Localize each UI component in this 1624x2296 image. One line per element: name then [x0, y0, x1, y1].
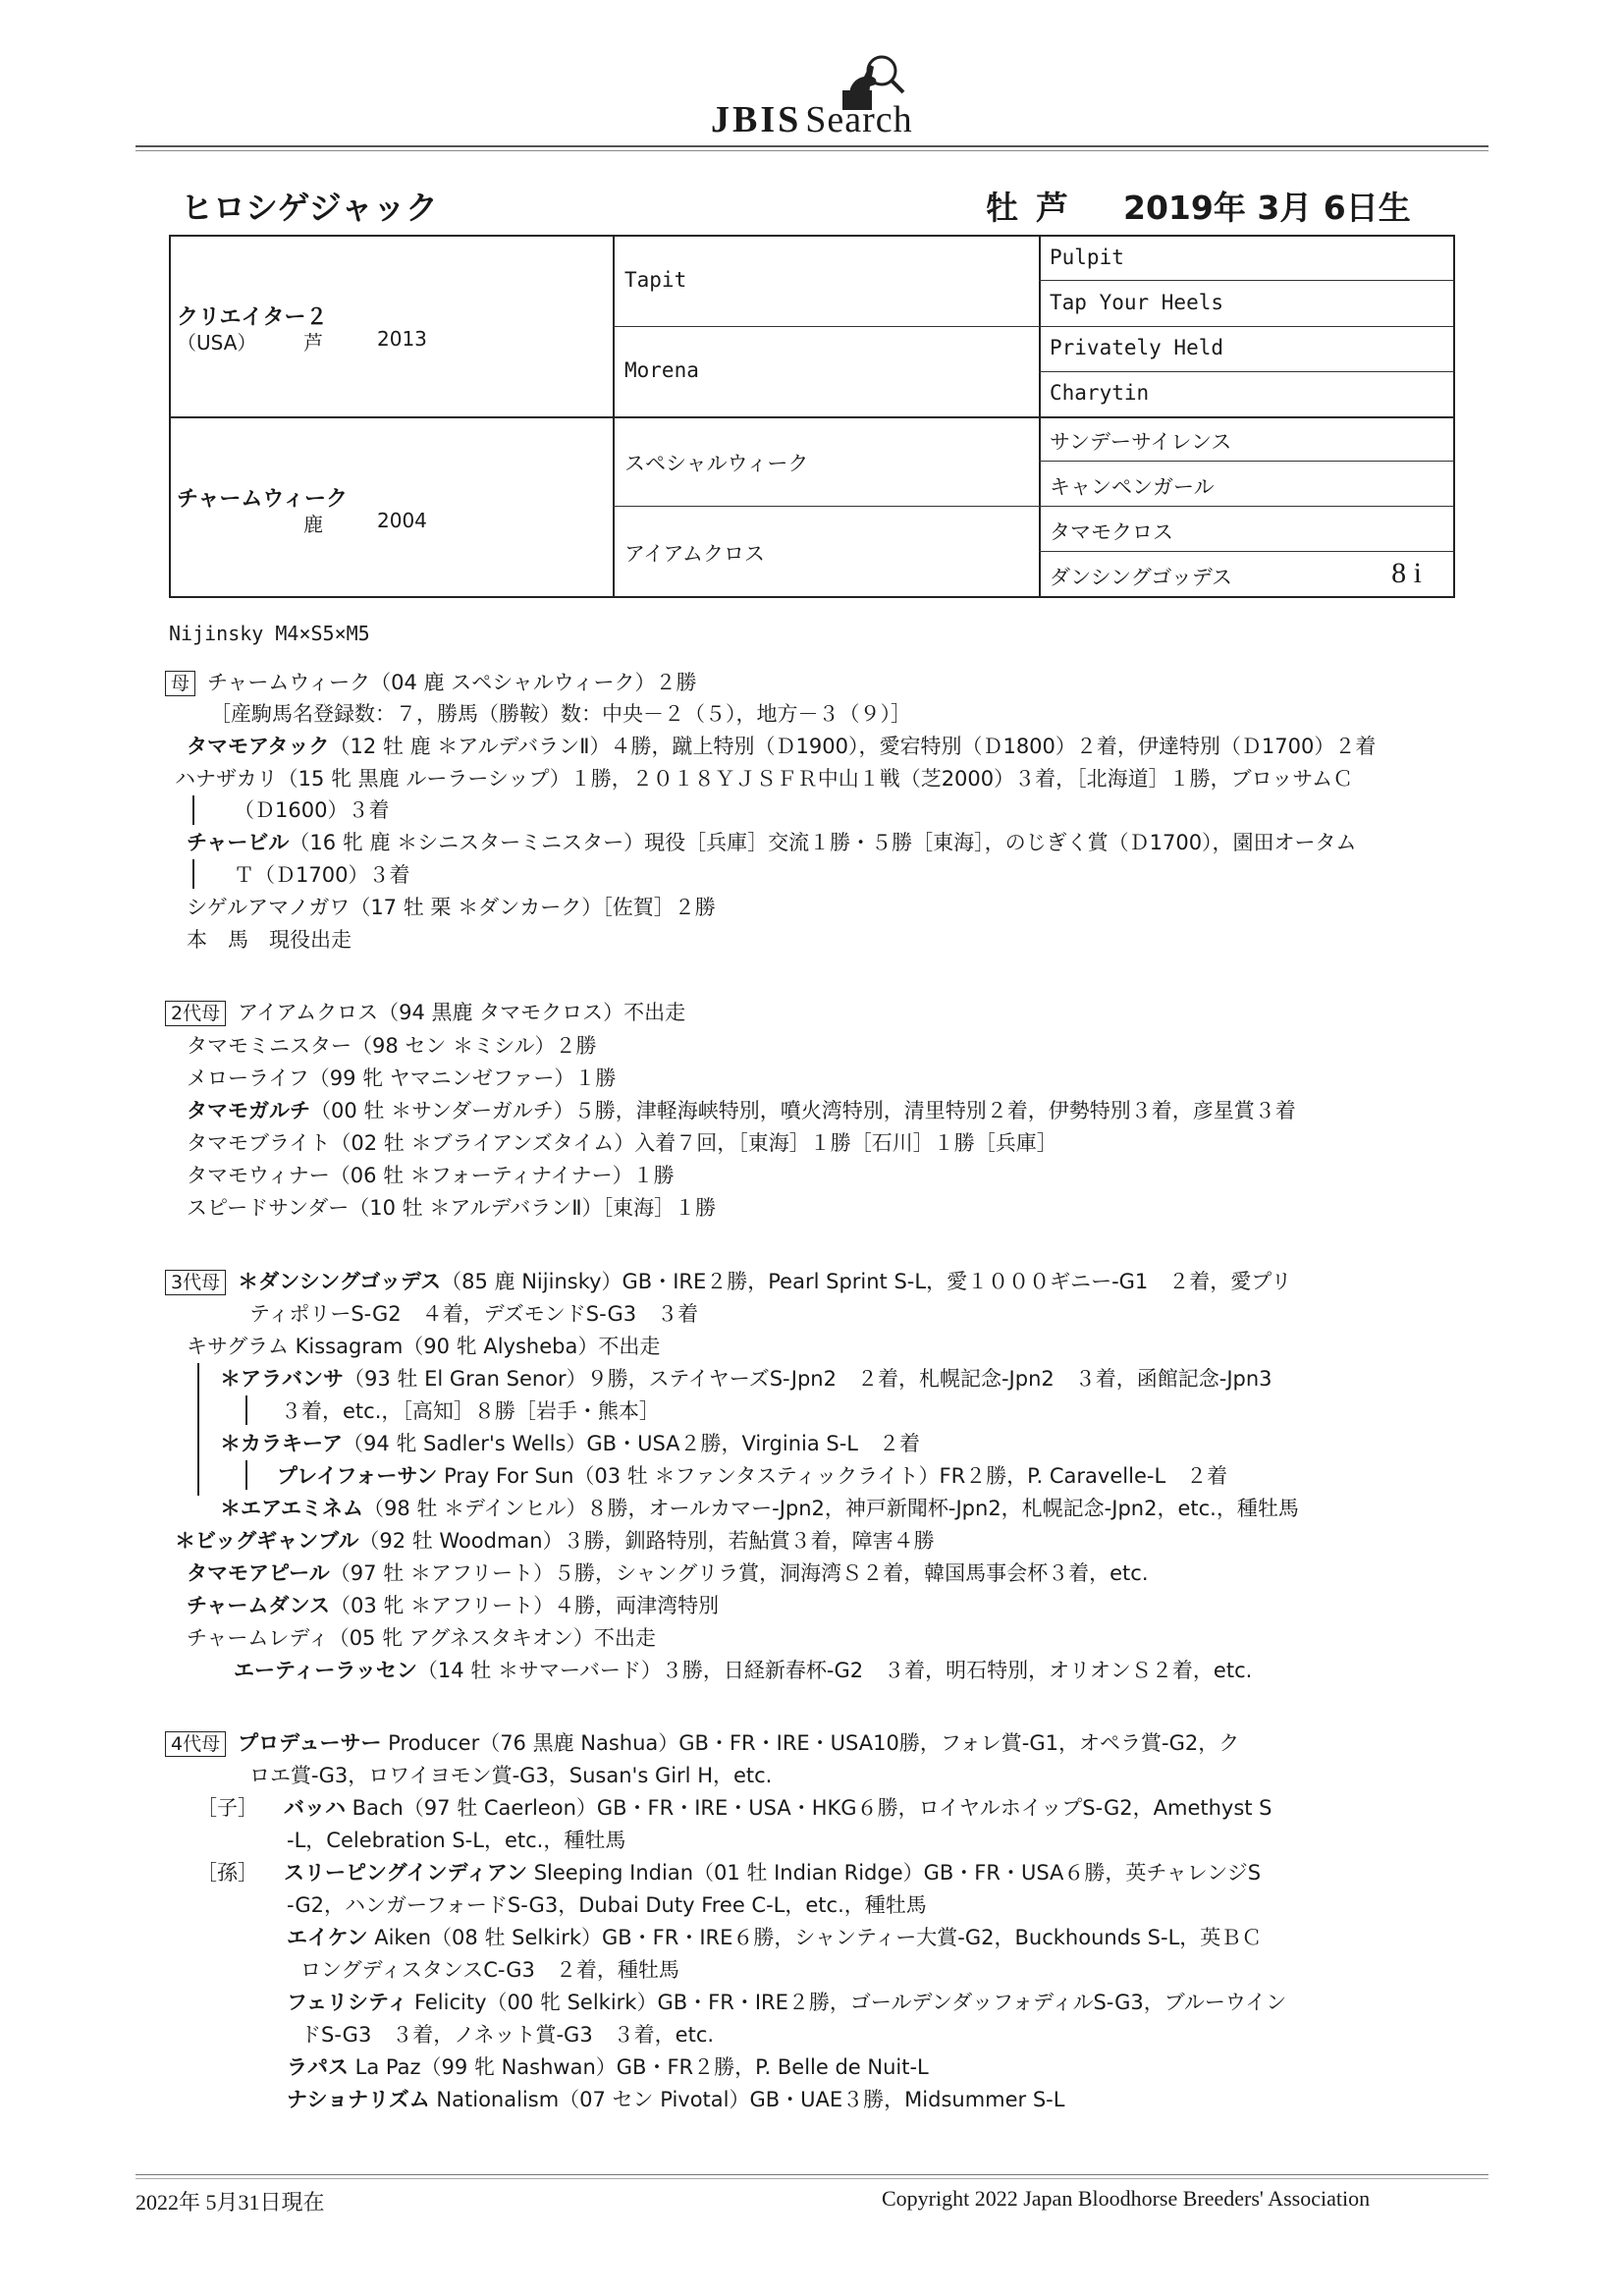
list-item: ＊カラキーア（94 牝 Sadler's Wells）GB・USA２勝，Virginia S-L ２着 [220, 1432, 920, 1455]
dam-section-label: 母 [165, 671, 195, 696]
list-item: フェリシティ Felicity（00 牝 Selkirk）GB・FR・IRE２勝，ゴールデンダッフォディルS-G3，ブルーウイン [287, 1991, 1287, 2014]
list-item: ティポリーS-G2 ４着，デズモンドS-G3 ３着 [249, 1302, 699, 1326]
list-item: シゲルアマノガワ（17 牡 栗 ＊ダンカーク）［佐賀］２勝 [187, 896, 716, 919]
list-item: ［子］ バッハ Bach（97 牡 Caerleon）GB・FR・IRE・USA・HKG６勝，ロイヤルホイップS-G2，Amethyst S [196, 1796, 1272, 1820]
header-rule [135, 145, 1489, 147]
list-item: Ｔ（Ｄ1700）３着 [234, 863, 410, 887]
gen2-section-row: 2代母 アイアムクロス（94 黒鹿 タマモクロス）不出走 [165, 998, 685, 1027]
gen3-section-label: 3代母 [165, 1270, 226, 1295]
dam-section-row [165, 668, 697, 697]
list-item: （Ｄ1600）３着 [234, 798, 390, 822]
list-item: ロエ賞-G3，ロワイヨモン賞-G3，Susan's Girl H，etc. [249, 1764, 773, 1787]
list-item: エイケン Aiken（08 牡 Selkirk）GB・FR・IRE６勝，シャンティー大賞-G2，Buckhounds S-L，英ＢＣ [287, 1926, 1263, 1949]
horse-color: 芦 [1036, 189, 1068, 227]
gen3-8: ダンシングゴッデス [1050, 566, 1233, 589]
list-item: ＊エアエミネム（98 牡 ＊デインヒル）８勝，オールカマー-Jpn2，神戸新聞杯-Jpn2，札幌記念-Jpn2，etc.，種牡馬 [220, 1497, 1299, 1520]
gen2-sire-dam: Morena [624, 358, 699, 382]
list-item: キサグラム Kissagram（90 牝 Alysheba）不出走 [187, 1335, 661, 1358]
footer-copyright: Copyright 2022 Japan Bloodhorse Breeders' Association [882, 2186, 1371, 2211]
sire-year: 2013 [377, 327, 427, 351]
dam-name: チャームウィーク [177, 487, 349, 512]
inbreeding-cross: Nijinsky M4×S5×M5 [169, 622, 370, 645]
list-item: ロングディスタンスC-G3 ２着，種牡馬 [300, 1958, 679, 1982]
gen3-4: Charytin [1050, 381, 1150, 405]
horse-name: ヒロシゲジャック [181, 189, 439, 227]
list-item: プレイフォーサン Pray For Sun（03 牡 ＊ファンタスティックライト）FR２勝，P. Caravelle-L ２着 [277, 1464, 1228, 1488]
ped-divider-mid [171, 416, 1453, 418]
list-item: メローライフ（99 牝 ヤマニンゼファー）１勝 [187, 1066, 617, 1090]
list-item: タマモブライト（02 牡 ＊ブライアンズタイム）入着７回，［東海］１勝［石川］１勝［兵庫］ [187, 1131, 1057, 1155]
gen3-section-row: 3代母 ＊ダンシングゴッデス（85 鹿 Nijinsky）GB・IRE２勝，Pearl Sprint S-L，愛１０００ギニー-G1 ２着，愛プリ [165, 1267, 1291, 1296]
list-item: ドS-G3 ３着，ノネット賞-G3 ３着，etc. [300, 2023, 715, 2047]
list-item: チャームダンス（03 牝 ＊アフリート）４勝，両津湾特別 [187, 1594, 720, 1617]
list-item: タマモアタック（12 牡 鹿 ＊アルデバランⅡ）４勝，蹴上特別（Ｄ1900），愛宕特別（Ｄ1800）２着，伊達特別（Ｄ1700）２着 [187, 735, 1377, 758]
gen2-sire-sire: Tapit [624, 268, 687, 292]
gen4-section-row: 4代母 プロデューサー Producer（76 黒鹿 Nashua）GB・FR・IRE・USA10勝，フォレ賞-G1，オペラ賞-G2，ク [165, 1728, 1239, 1758]
list-item: 本 馬 現役出走 [187, 928, 352, 952]
family-code: 8 i [1391, 557, 1422, 589]
sire-name: クリエイター２ [177, 305, 328, 330]
list-item: ［産駒馬名登録数：７，勝馬（勝鞍）数：中央－２（５），地方－３（９）］ [210, 702, 911, 726]
logo-search-text: Search [805, 99, 913, 140]
list-item: ハナザカリ（15 牝 黒鹿 ルーラーシップ）１勝，２０１８ＹＪＳＦＲ中山１戦（芝2000）３着，［北海道］１勝，ブロッサムＣ [175, 767, 1354, 791]
footer-rule-thin [135, 2178, 1489, 2179]
list-item: スピードサンダー（10 牡 ＊アルデバランⅡ）［東海］１勝 [187, 1196, 717, 1220]
gen2-section-label: 2代母 [165, 1001, 226, 1026]
gen3-2: Tap Your Heels [1050, 291, 1224, 314]
footer-date: 2022年 5月31日現在 [135, 2190, 325, 2214]
list-item: ナショナリズム Nationalism（07 セン Pivotal）GB・UAE３勝，Midsummer S-L [287, 2088, 1065, 2111]
gen3-1: Pulpit [1050, 246, 1124, 269]
gen4-section-label: 4代母 [165, 1731, 226, 1757]
list-item: ＊ビッグギャンブル（92 牡 Woodman）３勝，釧路特別，若鮎賞３着，障害４勝 [175, 1529, 935, 1553]
list-item: ［孫］ スリーピングインディアン Sleeping Indian（01 牡 Indian Ridge）GB・FR・USA６勝，英チャレンジS [196, 1861, 1262, 1885]
sire-color: 芦 [303, 331, 323, 355]
list-item: タマモウィナー（06 牡 ＊フォーティナイナー）１勝 [187, 1164, 675, 1187]
list-item: エーティーラッセン（14 牡 ＊サマーバード）３勝，日経新春杯-G2 ３着，明石特別，オリオンＳ２着，etc. [234, 1659, 1253, 1682]
list-item: タマモミニスター（98 セン ＊ミシル）２勝 [187, 1034, 597, 1058]
list-item: ＊アラバンサ（93 牡 El Gran Senor）９勝，ステイヤーズS-Jpn2 ２着，札幌記念-Jpn2 ３着，函館記念-Jpn3 [220, 1367, 1272, 1391]
list-item: チャービル（16 牝 鹿 ＊シニスターミニスター）現役［兵庫］交流１勝・５勝［東海］，のじぎく賞（Ｄ1700），園田オータム [187, 831, 1357, 854]
gen3-7: タマモクロス [1050, 520, 1173, 544]
gen2-dam-dam: アイアムクロス [624, 542, 766, 566]
list-item: ラパス La Paz（99 牝 Nashwan）GB・FR２勝，P. Belle de Nuit-L [287, 2055, 929, 2079]
dam-year: 2004 [377, 509, 427, 532]
list-item: -L，Celebration S-L，etc.，種牡馬 [287, 1829, 626, 1852]
dam-color: 鹿 [303, 513, 323, 536]
gen3-6: キャンペンガール [1050, 475, 1215, 499]
list-item: ３着，etc.，［高知］８勝［岩手・熊本］ [281, 1399, 660, 1423]
list-item: -G2，ハンガーフォードS-G3，Dubai Duty Free C-L，etc.，種牡馬 [287, 1893, 927, 1917]
sire-origin: （USA） [177, 331, 257, 355]
pedigree-table [169, 235, 1455, 598]
footer-rule [135, 2174, 1489, 2175]
horse-birth: 2019年 3月 6日生 [1123, 189, 1411, 227]
horse-info [986, 183, 1429, 229]
header-rule-thin [135, 150, 1489, 151]
gen2-dam-sire: スペシャルウィーク [624, 452, 809, 475]
list-item: チャームレディ（05 牝 アグネスタキオン）不出走 [187, 1626, 656, 1650]
gen3-3: Privately Held [1050, 336, 1224, 359]
logo-jbis-text: JBIS [711, 99, 802, 140]
list-item: タマモガルチ（00 牡 ＊サンダーガルチ）５勝，津軽海峡特別，噴火湾特別，清里特別２着，伊勢特別３着，彦星賞３着 [187, 1099, 1296, 1122]
list-item: チャームウィーク（04 鹿 スペシャルウィーク）２勝 [207, 671, 697, 694]
horse-sex: 牡 [986, 189, 1018, 227]
list-item: タマモアピール（97 牡 ＊アフリート）５勝，シャングリラ賞，洞海湾Ｓ２着，韓国馬事会杯３着，etc. [187, 1561, 1149, 1585]
gen3-5: サンデーサイレンス [1050, 430, 1232, 454]
jbis-search-logo [707, 51, 962, 139]
